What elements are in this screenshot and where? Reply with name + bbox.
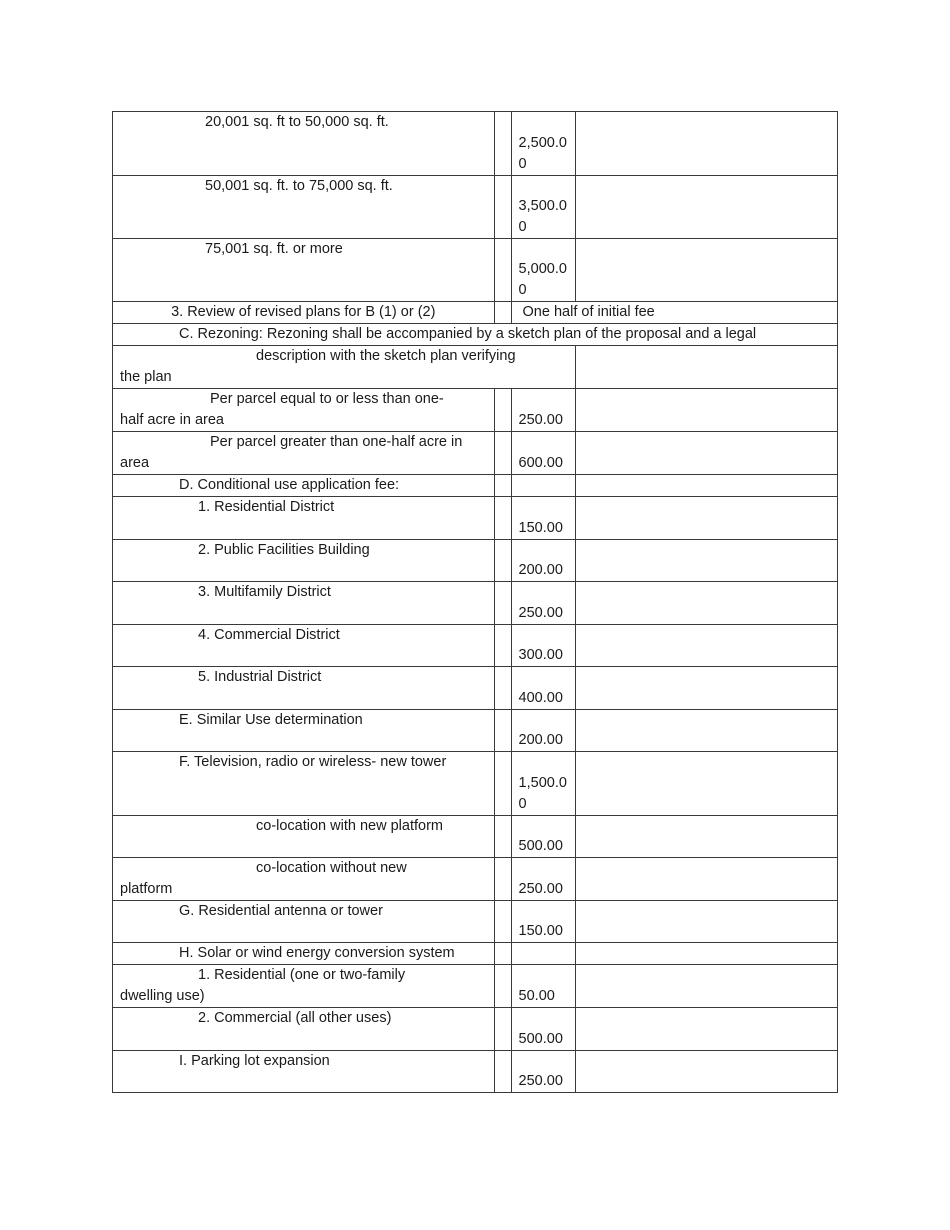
fee-description: 5. Industrial District	[198, 669, 322, 685]
table-row	[113, 943, 838, 965]
fee-description: 2. Public Facilities Building	[198, 542, 370, 558]
table-row	[113, 432, 838, 475]
fee-amount: 250.00	[511, 1051, 575, 1093]
fee-description: 4. Commercial District	[198, 627, 340, 643]
fee-description-line: dwelling use)	[120, 988, 205, 1004]
section-heading-conditional-use: D. Conditional use application fee:	[179, 477, 400, 493]
table-row	[113, 389, 838, 432]
fee-amount: 2,500.00	[511, 112, 575, 176]
fee-description-line: description with the sketch plan verifying	[256, 348, 516, 364]
table-row	[113, 239, 838, 302]
table-row	[113, 901, 838, 943]
fee-amount: 1,500.00	[511, 752, 575, 816]
table-row	[113, 497, 838, 540]
fee-amount: 600.00	[511, 432, 575, 475]
fee-description: G. Residential antenna or tower	[179, 903, 383, 919]
fee-note: One half of initial fee	[511, 302, 837, 324]
fee-description-line: Per parcel greater than one-half acre in	[210, 434, 463, 450]
fee-amount: 400.00	[511, 667, 575, 710]
fee-amount: 5,000.00	[511, 239, 575, 302]
fee-amount: 200.00	[511, 710, 575, 752]
fee-amount: 500.00	[511, 1008, 575, 1051]
fee-description-line: Per parcel equal to or less than one-	[210, 391, 444, 407]
table-row	[113, 346, 838, 389]
fee-description-line: the plan	[120, 369, 172, 385]
table-row	[113, 752, 838, 816]
fee-description: 75,001 sq. ft. or more	[205, 241, 343, 257]
table-row	[113, 475, 838, 497]
fee-amount: 250.00	[511, 389, 575, 432]
fee-amount: 3,500.00	[511, 176, 575, 239]
fee-schedule-table	[112, 111, 838, 1093]
fee-description: 50,001 sq. ft. to 75,000 sq. ft.	[205, 178, 393, 194]
fee-description: I. Parking lot expansion	[179, 1053, 330, 1069]
fee-description: 3. Review of revised plans for B (1) or (2)	[171, 304, 436, 320]
table-row	[113, 540, 838, 582]
fee-amount: 50.00	[511, 965, 575, 1008]
table-row	[113, 667, 838, 710]
fee-description: co-location with new platform	[256, 818, 443, 834]
table-row	[113, 1008, 838, 1051]
table-row	[113, 112, 838, 176]
table-row	[113, 1051, 838, 1093]
fee-amount: 250.00	[511, 582, 575, 625]
section-heading-solar-wind: H. Solar or wind energy conversion system	[179, 945, 455, 961]
fee-description: E. Similar Use determination	[179, 712, 363, 728]
fee-description: 1. Residential District	[198, 499, 335, 515]
table-row	[113, 324, 838, 346]
fee-description-line: area	[120, 455, 150, 471]
fee-description-line: 1. Residential (one or two-family	[198, 967, 406, 983]
fee-amount: 300.00	[511, 625, 575, 667]
table-row	[113, 816, 838, 858]
fee-description-line: co-location without new	[256, 860, 407, 876]
table-row	[113, 710, 838, 752]
fee-amount: 250.00	[511, 858, 575, 901]
fee-amount: 150.00	[511, 497, 575, 540]
table-row	[113, 858, 838, 901]
section-heading-rezoning: C. Rezoning: Rezoning shall be accompanied by a sketch plan of the proposal and a legal	[179, 326, 757, 342]
table-row	[113, 582, 838, 625]
fee-description: 3. Multifamily District	[198, 584, 331, 600]
table-row	[113, 302, 838, 324]
table-row	[113, 625, 838, 667]
fee-amount: 200.00	[511, 540, 575, 582]
fee-description: 2. Commercial (all other uses)	[198, 1010, 392, 1026]
fee-amount: 500.00	[511, 816, 575, 858]
fee-amount: 150.00	[511, 901, 575, 943]
fee-description-line: half acre in area	[120, 412, 224, 428]
fee-description: 20,001 sq. ft to 50,000 sq. ft.	[205, 114, 389, 130]
fee-description-line: platform	[120, 881, 173, 897]
table-row	[113, 176, 838, 239]
fee-description: F. Television, radio or wireless- new tower	[179, 754, 447, 770]
table-row	[113, 965, 838, 1008]
